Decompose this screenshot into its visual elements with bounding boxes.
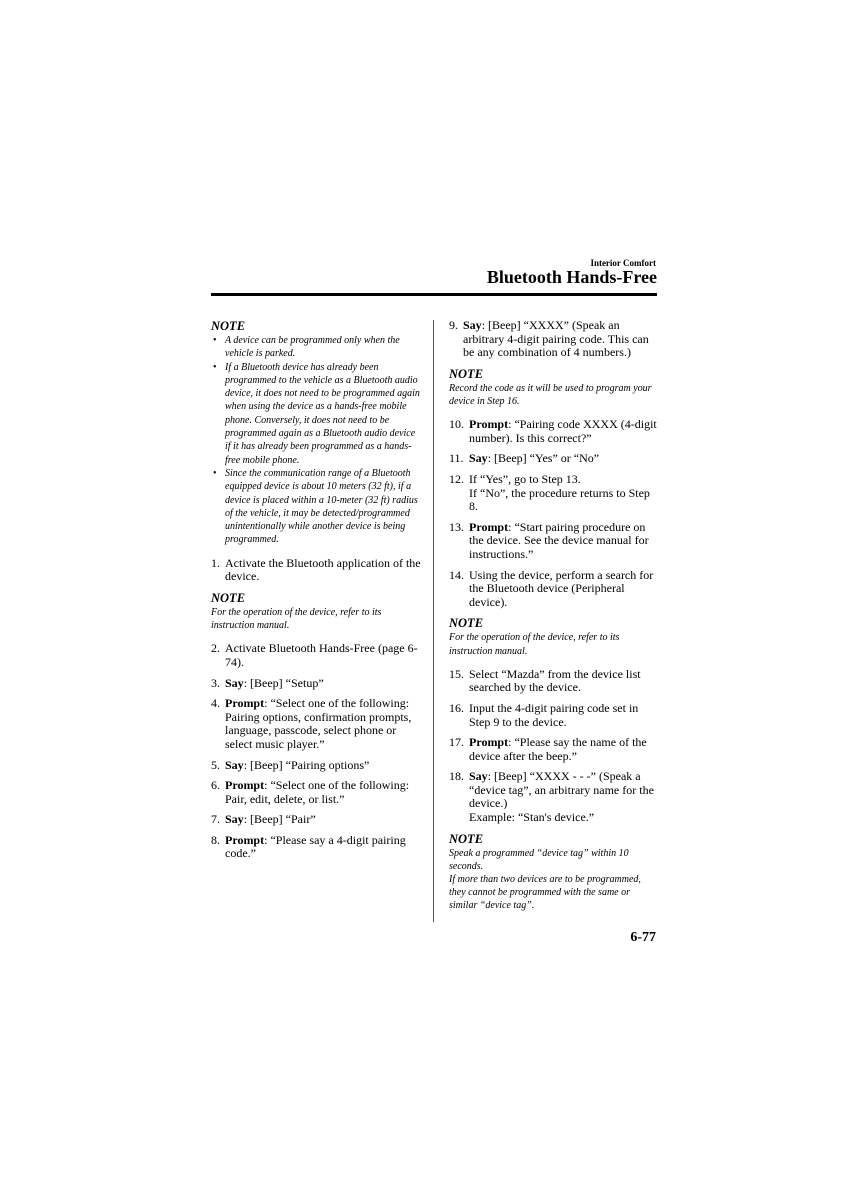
step-text: : “Please say the name of the device after the beep.” xyxy=(469,735,647,763)
step-text: : [Beep] “XXXX” (Speak an arbitrary 4-digit pairing code. This can be any combination of 4 numbers.) xyxy=(463,318,649,360)
note-label: NOTE xyxy=(449,831,484,846)
step-number: 6. xyxy=(211,778,220,793)
note-label: NOTE xyxy=(449,616,484,631)
step-text: : [Beep] “Yes” or “No” xyxy=(487,451,600,466)
step-keyword: Say xyxy=(225,675,244,690)
step-number: 18. xyxy=(449,769,464,784)
step-body xyxy=(469,418,657,445)
step-body xyxy=(463,319,657,360)
step-18 xyxy=(449,770,657,824)
step-4 xyxy=(211,697,421,751)
step-keyword: Prompt xyxy=(469,417,509,432)
step-17 xyxy=(449,736,657,763)
step-body xyxy=(225,834,421,861)
step-text: : “Pairing code XXXX (4-digit number). Is this correct?” xyxy=(469,417,657,445)
step-number: 7. xyxy=(211,812,220,827)
step-number: 14. xyxy=(449,567,464,582)
step-14 xyxy=(449,569,657,610)
step-3 xyxy=(211,677,421,691)
header-rule xyxy=(211,293,657,296)
step-number: 11. xyxy=(449,451,464,466)
step-body xyxy=(225,759,421,773)
step-number: 15. xyxy=(449,666,464,681)
step-body xyxy=(469,736,657,763)
step-number: 5. xyxy=(211,757,220,772)
step-body xyxy=(225,677,421,691)
step-body xyxy=(469,452,657,466)
step-text: Select “Mazda” from the device list searched by the device. xyxy=(469,666,641,695)
step-text: Using the device, perform a search for the Bluetooth device (Peripheral device). xyxy=(469,567,654,609)
step-keyword: Say xyxy=(463,318,482,332)
step-text: : “Start pairing procedure on the device. See the device manual for instructions.” xyxy=(469,519,649,561)
step-keyword: Prompt xyxy=(225,696,265,711)
step-2 xyxy=(211,642,421,669)
step-number: 2. xyxy=(211,641,220,656)
note-text: Record the code as it will be used to program your device in Step 16. xyxy=(449,382,652,407)
step-number: 13. xyxy=(449,519,464,534)
step-16 xyxy=(449,702,657,729)
page-title: Bluetooth Hands-Free xyxy=(486,267,657,287)
step-number: 12. xyxy=(449,471,464,486)
step-keyword: Say xyxy=(469,769,488,784)
step-body xyxy=(225,779,421,806)
note-bullet: • If a Bluetooth device has already been programmed to the vehicle as a Bluetooth audio device, it does not need to be programmed again when using the device as a hands-free mobile phone. Conversely, it does not need to be programmed again as a Bluetooth audio device if it has already been programmed as a hands-free mobile phone. xyxy=(211,361,421,467)
step-body xyxy=(225,697,421,751)
note-label: NOTE xyxy=(211,319,246,333)
step-7 xyxy=(211,813,421,827)
step-keyword: Prompt xyxy=(469,735,509,750)
step-6 xyxy=(211,779,421,806)
step-11 xyxy=(449,452,657,466)
step-example: Example: “Stan's device.” xyxy=(469,810,595,825)
note-label: NOTE xyxy=(449,366,484,381)
step-text: Activate the Bluetooth application of the device. xyxy=(225,555,421,584)
step-number: 3. xyxy=(211,675,220,690)
step-10 xyxy=(449,418,657,445)
section-name: Interior Comfort xyxy=(590,258,656,268)
step-number: 9. xyxy=(449,318,458,332)
step-number: 8. xyxy=(211,832,220,847)
step-body xyxy=(469,770,657,824)
step-text: If “Yes”, go to Step 13. xyxy=(469,471,581,486)
note-label: NOTE xyxy=(211,590,246,605)
note-bullet-list xyxy=(211,334,421,547)
step-body xyxy=(469,521,657,562)
step-text: : [Beep] “Pairing options” xyxy=(243,757,370,772)
note-line: Speak a programmed “device tag” within 10 seconds. xyxy=(449,847,629,872)
step-keyword: Prompt xyxy=(469,519,509,534)
step-keyword: Say xyxy=(469,451,488,466)
step-8 xyxy=(211,834,421,861)
step-5 xyxy=(211,759,421,773)
note-bullet: • Since the communication range of a Bluetooth equipped device is about 10 meters (32 ft), if a device is placed within a 10-meter (32 ft) radius of the vehicle, it may be detected/programmed unintentionally while another device is being programmed. xyxy=(211,467,421,547)
step-text: : [Beep] “XXXX - - -” (Speak a “device tag”, an arbitrary name for the device.) xyxy=(469,769,654,811)
note-line: If more than two devices are to be programmed, they cannot be programmed with the same or similar “device tag”. xyxy=(449,874,641,912)
step-text: : “Please say a 4-digit pairing code.” xyxy=(225,832,406,861)
step-number: 4. xyxy=(211,696,220,711)
note-text xyxy=(449,847,657,913)
step-number: 10. xyxy=(449,417,464,432)
step-9 xyxy=(449,319,657,360)
left-column xyxy=(211,319,421,868)
step-keyword: Say xyxy=(225,812,244,827)
note-text: For the operation of the device, refer to its instruction manual. xyxy=(449,632,620,657)
note-bullet: • A device can be programmed only when the vehicle is parked. xyxy=(211,334,421,361)
step-number: 1. xyxy=(211,555,220,570)
step-number: 16. xyxy=(449,700,464,715)
step-text: : “Select one of the following: Pair, edit, delete, or list.” xyxy=(225,778,410,806)
step-text: : [Beep] “Pair” xyxy=(243,812,316,827)
step-body xyxy=(469,473,657,514)
step-body xyxy=(225,813,421,827)
step-15 xyxy=(449,668,657,695)
step-1 xyxy=(211,557,421,584)
step-text: If “No”, the procedure returns to Step 8. xyxy=(469,485,650,514)
step-keyword: Say xyxy=(225,757,244,772)
right-column xyxy=(449,319,657,913)
step-text: Activate Bluetooth Hands-Free (page 6-74). xyxy=(225,641,418,669)
step-text: : [Beep] “Setup” xyxy=(243,675,324,690)
step-text: Input the 4-digit pairing code set in Step 9 to the device. xyxy=(469,700,639,729)
column-divider xyxy=(433,320,434,922)
step-number: 17. xyxy=(449,735,464,750)
step-12 xyxy=(449,473,657,514)
note-text: For the operation of the device, refer to its instruction manual. xyxy=(211,606,382,632)
page-number: 6-77 xyxy=(630,930,656,945)
step-keyword: Prompt xyxy=(225,832,265,847)
step-13 xyxy=(449,521,657,562)
step-keyword: Prompt xyxy=(225,778,265,793)
step-text: : “Select one of the following: Pairing options, confirmation prompts, language, passcode, select phone or select music player.” xyxy=(225,696,412,751)
